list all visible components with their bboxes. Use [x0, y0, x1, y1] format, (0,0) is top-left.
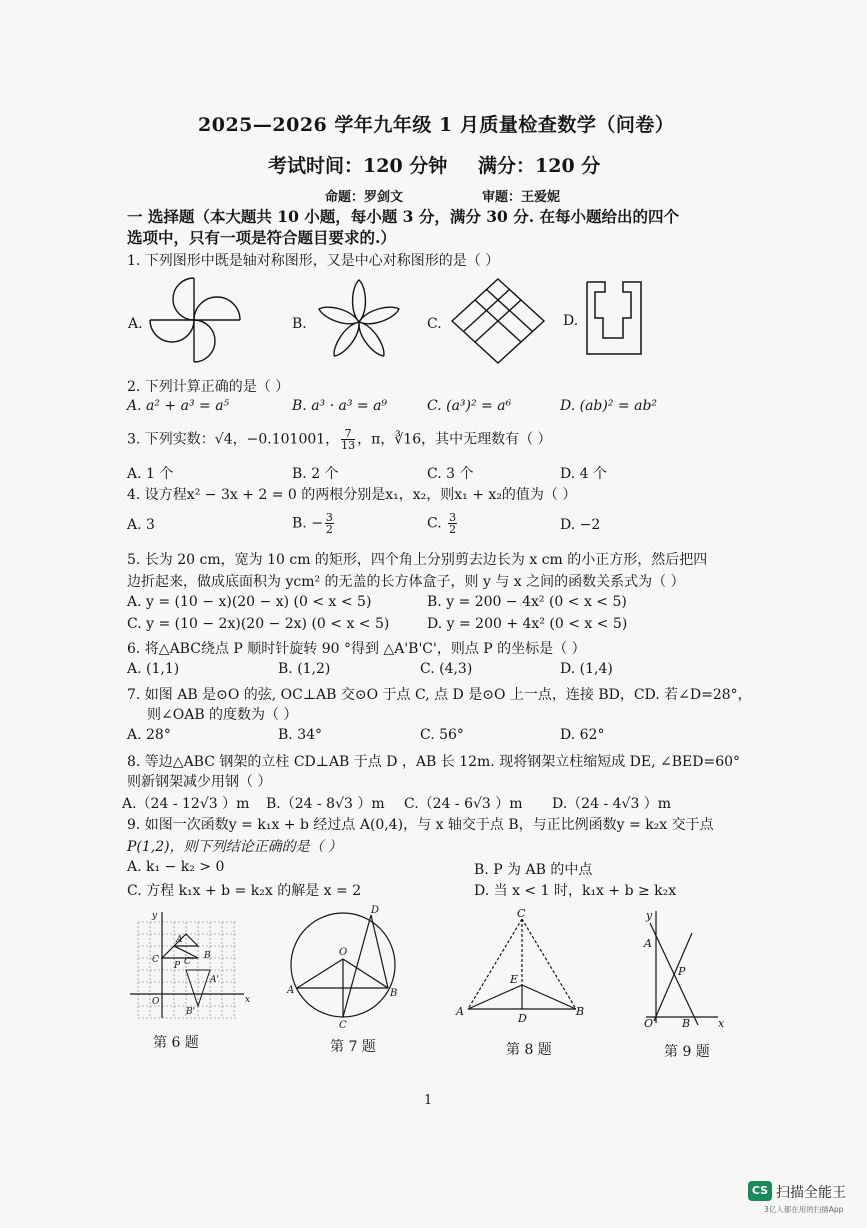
q8-option-b: B.（24 - 8√3 ）m — [266, 796, 385, 812]
q6-label-b2: B' — [186, 1007, 196, 1017]
q7-label-b: B — [390, 988, 398, 999]
q5-option-a: A. y = (10 − x)(20 − x) (0 < x < 5) — [127, 594, 372, 610]
q7-option-c: C. 56° — [420, 727, 464, 743]
q9-line1: 9. 如图一次函数y = k₁x + b 经过点 A(0,4)，与 x 轴交于点 B，与正比例函数y = k₂x 交于点 — [127, 817, 714, 833]
q7-caption: 第 7 题 — [330, 1039, 376, 1055]
q5-line1: 5. 长为 20 cm，宽为 10 cm 的矩形，四个角上分别剪去边长为 x cm 的小正方形，然后把四 — [127, 552, 708, 568]
q5-line2: 边折起来，做成底面积为 ycm² 的无盖的长方体盒子，则 y 与 x 之间的函数关系式为（ ） — [127, 574, 685, 590]
q1-diamond-figure — [448, 277, 548, 367]
q8-option-d: D.（24 - 4√3 ）m — [552, 796, 672, 812]
q7-label-d: D — [371, 905, 380, 916]
q8-caption: 第 8 题 — [506, 1042, 552, 1058]
q3-stem: 3. 下列实数：√4，−0.101001， $\frac{7}{13}$ ，π，∛16，其中无理数有（ ） — [127, 427, 552, 452]
q1-label-d: D. — [563, 313, 579, 329]
q7-option-a: A. 28° — [127, 727, 171, 743]
q2-option-d: D. (ab)² = ab² — [560, 398, 658, 414]
q1-stem: 1. 下列图形中既是轴对称图形，又是中心对称图形的是（ ） — [127, 253, 500, 269]
q6-option-a: A. (1,1) — [127, 661, 180, 677]
q7-label-o: O — [339, 947, 348, 958]
q1-label-c: C. — [427, 316, 442, 332]
q6-stem: 6. 将△ABC绕点 P 顺时针旋转 90 °得到 △A'B'C'，则点 P 的坐标是（ ） — [127, 641, 586, 657]
q2-stem: 2. 下列计算正确的是（ ） — [127, 379, 290, 395]
q7-option-b: B. 34° — [278, 727, 323, 743]
q6-label-c: C — [152, 955, 159, 965]
q1-flower-figure — [312, 278, 412, 358]
page-title: 2025—2026 学年九年级 1 月质量检查数学（问卷） — [198, 114, 675, 136]
q6-figure — [128, 910, 253, 1025]
q8-option-c: C.（24 - 6√3 ）m — [404, 796, 523, 812]
page-number: 1 — [424, 1093, 433, 1108]
reviewer: 审题：王爱妮 — [482, 190, 561, 205]
q4-option-d: D. −2 — [560, 517, 601, 533]
q5-option-b: B. y = 200 − 4x² (0 < x < 5) — [427, 594, 627, 610]
q8-line1: 8. 等边△ABC 钢架的立柱 CD⊥AB 于点 D ，AB 长 12m. 现将钢架立柱缩短成 DE, ∠BED=60° — [127, 754, 741, 770]
q4-option-a: A. 3 — [127, 517, 155, 533]
q9-label-p: P — [678, 965, 686, 978]
q1-maze-figure — [583, 278, 653, 358]
section-heading-line1: 一 选择题（本大题共 10 小题，每小题 3 分，满分 30 分. 在每小题给出的四个 — [127, 207, 679, 226]
section-heading-line2: 选项中，只有一项是符合题目要求的.） — [127, 228, 396, 247]
q1-label-a: A. — [128, 316, 143, 332]
q8-label-e: E — [510, 973, 519, 986]
q1-label-b: B. — [292, 316, 307, 332]
q6-label-p: P — [174, 961, 181, 971]
q9-label-y: y — [646, 909, 653, 922]
q3-option-c: C. 3 个 — [427, 466, 474, 482]
q4-option-b: B. − $\frac{3}{2}$ — [292, 511, 333, 536]
q9-label-b: B — [682, 1017, 691, 1030]
full-score: 满分：120 分 — [478, 155, 601, 177]
q8-label-c: C — [517, 907, 526, 920]
q9-label-o: O — [644, 1017, 654, 1030]
q8-label-a: A — [456, 1005, 464, 1018]
q7-option-d: D. 62° — [560, 727, 605, 743]
scanner-brand-slogan: 3亿人都在用的扫描App — [764, 1205, 844, 1214]
q5-option-d: D. y = 200 + 4x² (0 < x < 5) — [427, 616, 628, 632]
q9-figure — [638, 905, 728, 1030]
q3-option-b: B. 2 个 — [292, 466, 339, 482]
scanner-logo-badge: CS — [748, 1181, 772, 1201]
q2-option-c: C. (a³)² = a⁶ — [427, 398, 512, 414]
scanner-brand-name: 扫描全能王 — [776, 1185, 846, 1201]
q8-line2: 则新钢架减少用钢（ ） — [127, 774, 272, 790]
q7-line2: 则∠OAB 的度数为（ ） — [147, 707, 298, 723]
q6-option-c: C. (4,3) — [420, 661, 473, 677]
q2-option-b: B. a³ · a³ = a⁹ — [292, 398, 388, 414]
exam-time: 考试时间：120 分钟 — [268, 155, 448, 177]
q8-figure — [456, 905, 591, 1025]
q7-label-a: A — [287, 985, 295, 996]
q7-label-c: C — [339, 1020, 347, 1031]
q9-label-a: A — [644, 937, 652, 950]
q7-figure — [285, 905, 415, 1030]
q8-option-a: A.（24 - 12√3 ）m — [122, 796, 250, 812]
q6-label-y: y — [152, 911, 158, 921]
q6-caption: 第 6 题 — [153, 1035, 199, 1051]
setter: 命题：罗剑文 — [325, 190, 404, 205]
q6-label-b: B — [204, 951, 211, 961]
q7-line1: 7. 如图 AB 是⊙O 的弦, OC⊥AB 交⊙O 于点 C, 点 D 是⊙O 上一点，连接 BD，CD. 若∠D=28°， — [127, 687, 752, 703]
q6-label-a2: A' — [210, 975, 219, 985]
q6-label-a: A — [176, 935, 183, 945]
q4-option-c: C. $\frac{3}{2}$ — [427, 511, 457, 536]
q9-option-c: C. 方程 k₁x + b = k₂x 的解是 x = 2 — [127, 883, 362, 899]
q1-pinwheel-figure — [148, 276, 248, 366]
q6-label-o: O — [152, 997, 160, 1007]
q9-option-d: D. 当 x < 1 时，k₁x + b ≥ k₂x — [474, 883, 677, 899]
q5-option-c: C. y = (10 − 2x)(20 − 2x) (0 < x < 5) — [127, 616, 390, 632]
q8-label-d: D — [518, 1012, 527, 1025]
q4-stem: 4. 设方程x² − 3x + 2 = 0 的两根分别是x₁，x₂，则x₁ + x₂的值为（ ） — [127, 487, 577, 503]
q9-line2: P(1,2)，则下列结论正确的是（ ） — [127, 839, 343, 855]
q9-label-x: x — [718, 1017, 725, 1030]
q9-option-a: A. k₁ − k₂ > 0 — [127, 859, 225, 875]
q9-caption: 第 9 题 — [664, 1044, 710, 1060]
q3-option-d: D. 4 个 — [560, 466, 607, 482]
q8-label-b: B — [576, 1005, 585, 1018]
q9-option-b: B. P 为 AB 的中点 — [474, 862, 593, 878]
q2-option-a: A. a² + a³ = a⁵ — [127, 398, 230, 414]
q6-label-c2: C' — [184, 957, 194, 967]
q6-option-d: D. (1,4) — [560, 661, 613, 677]
q6-label-x: x — [245, 995, 251, 1005]
q6-option-b: B. (1,2) — [278, 661, 331, 677]
q3-option-a: A. 1 个 — [127, 466, 174, 482]
